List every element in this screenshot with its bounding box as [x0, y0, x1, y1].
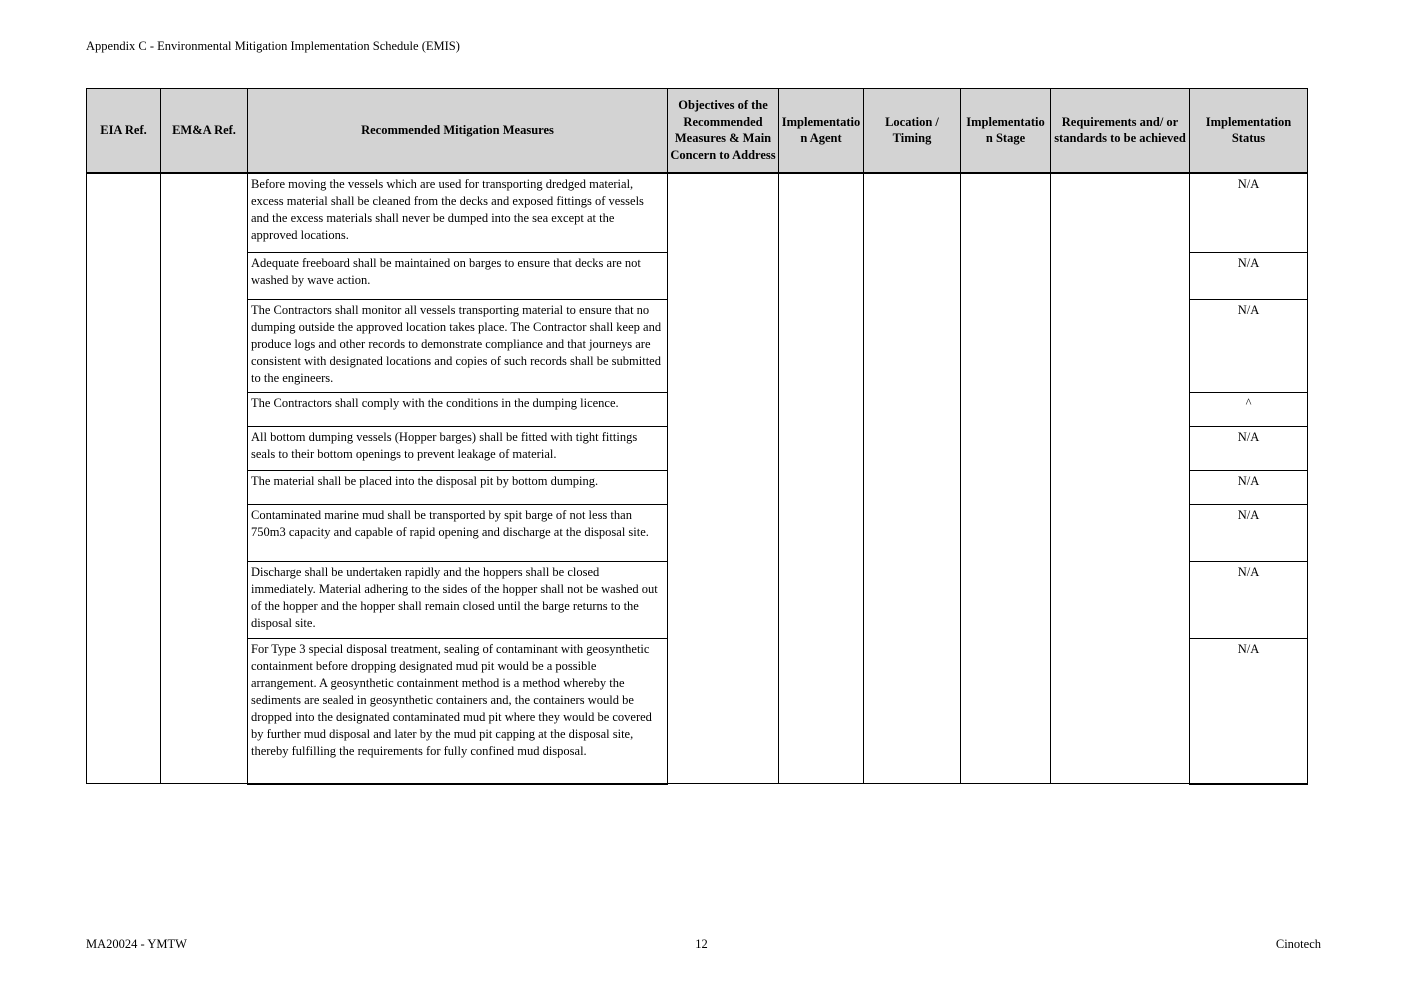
status-cell: N/A	[1190, 427, 1308, 471]
status-cell: N/A	[1190, 562, 1308, 639]
col-header-implementation-stage: Implementation Stage	[961, 89, 1051, 173]
footer-company: Cinotech	[1275, 937, 1321, 951]
status-cell: N/A	[1190, 173, 1308, 253]
measure-cell: Adequate freeboard shall be maintained on barges to ensure that decks are not washed by wave action.	[248, 253, 668, 300]
measure-cell: The Contractors shall monitor all vessels transporting material to ensure that no dumping outside the approved location takes place. The Contractor shall keep and produce logs and other records to demonstrate compliance and that journeys are consistent with designated locations and copies of such records shall be submitted to the engineers.	[248, 300, 668, 393]
footer-page-number: 12	[695, 937, 708, 951]
status-cell: N/A	[1190, 300, 1308, 393]
measure-cell: Before moving the vessels which are used for transporting dredged material, excess material shall be cleaned from the decks and exposed fittings of vessels and the excess materials shall never be dumped into the sea except at the approved locations.	[248, 173, 668, 253]
col-header-implementation-status: Implementation Status	[1190, 89, 1308, 173]
col-header-ema-ref: EM&A Ref.	[161, 89, 248, 173]
status-cell: N/A	[1190, 505, 1308, 562]
col-header-eia-ref: EIA Ref.	[87, 89, 161, 173]
status-cell: N/A	[1190, 253, 1308, 300]
measure-cell: The material shall be placed into the disposal pit by bottom dumping.	[248, 471, 668, 505]
emis-table	[86, 88, 1308, 785]
status-cell: N/A	[1190, 639, 1308, 784]
ema-ref-cell	[161, 173, 248, 784]
measure-cell: Discharge shall be undertaken rapidly and the hoppers shall be closed immediately. Material adhering to the sides of the hopper shall not be washed out of the hopper and the hopper shall remain closed until the barge returns to the disposal site.	[248, 562, 668, 639]
footer-project-ref: MA20024 - YMTW	[86, 937, 187, 951]
col-header-objectives: Objectives of the Recommended Measures & Main Concern to Address	[668, 89, 779, 173]
col-header-implementation-agent: Implementation Agent	[779, 89, 864, 173]
status-cell: ^	[1190, 393, 1308, 427]
table-header-row	[87, 89, 1308, 173]
eia-ref-cell	[87, 173, 161, 784]
col-header-location-timing: Location / Timing	[864, 89, 961, 173]
col-header-measures: Recommended Mitigation Measures	[248, 89, 668, 173]
objectives-cell	[668, 173, 779, 784]
location-timing-cell	[864, 173, 961, 784]
measure-cell: The Contractors shall comply with the conditions in the dumping licence.	[248, 393, 668, 427]
page-title: Appendix C - Environmental Mitigation Implementation Schedule (EMIS)	[86, 39, 460, 53]
col-header-requirements: Requirements and/ or standards to be achieved	[1051, 89, 1190, 173]
measure-cell: Contaminated marine mud shall be transported by spit barge of not less than 750m3 capacity and capable of rapid opening and discharge at the disposal site.	[248, 505, 668, 562]
measure-cell: For Type 3 special disposal treatment, sealing of contaminant with geosynthetic containment before dropping designated mud pit would be a possible arrangement. A geosynthetic containment method is a method whereby the sediments are sealed in geosynthetic containers and, the containers would be dropped into the designated contaminated mud pit where they would be covered by further mud disposal and later by the mud pit capping at the disposal site, thereby fulfilling the requirements for fully confined mud disposal.	[248, 639, 668, 784]
table-row	[87, 173, 1308, 253]
status-cell: N/A	[1190, 471, 1308, 505]
implementation-agent-cell	[779, 173, 864, 784]
measure-cell: All bottom dumping vessels (Hopper barges) shall be fitted with tight fittings seals to their bottom openings to prevent leakage of material.	[248, 427, 668, 471]
requirements-cell	[1051, 173, 1190, 784]
implementation-stage-cell	[961, 173, 1051, 784]
